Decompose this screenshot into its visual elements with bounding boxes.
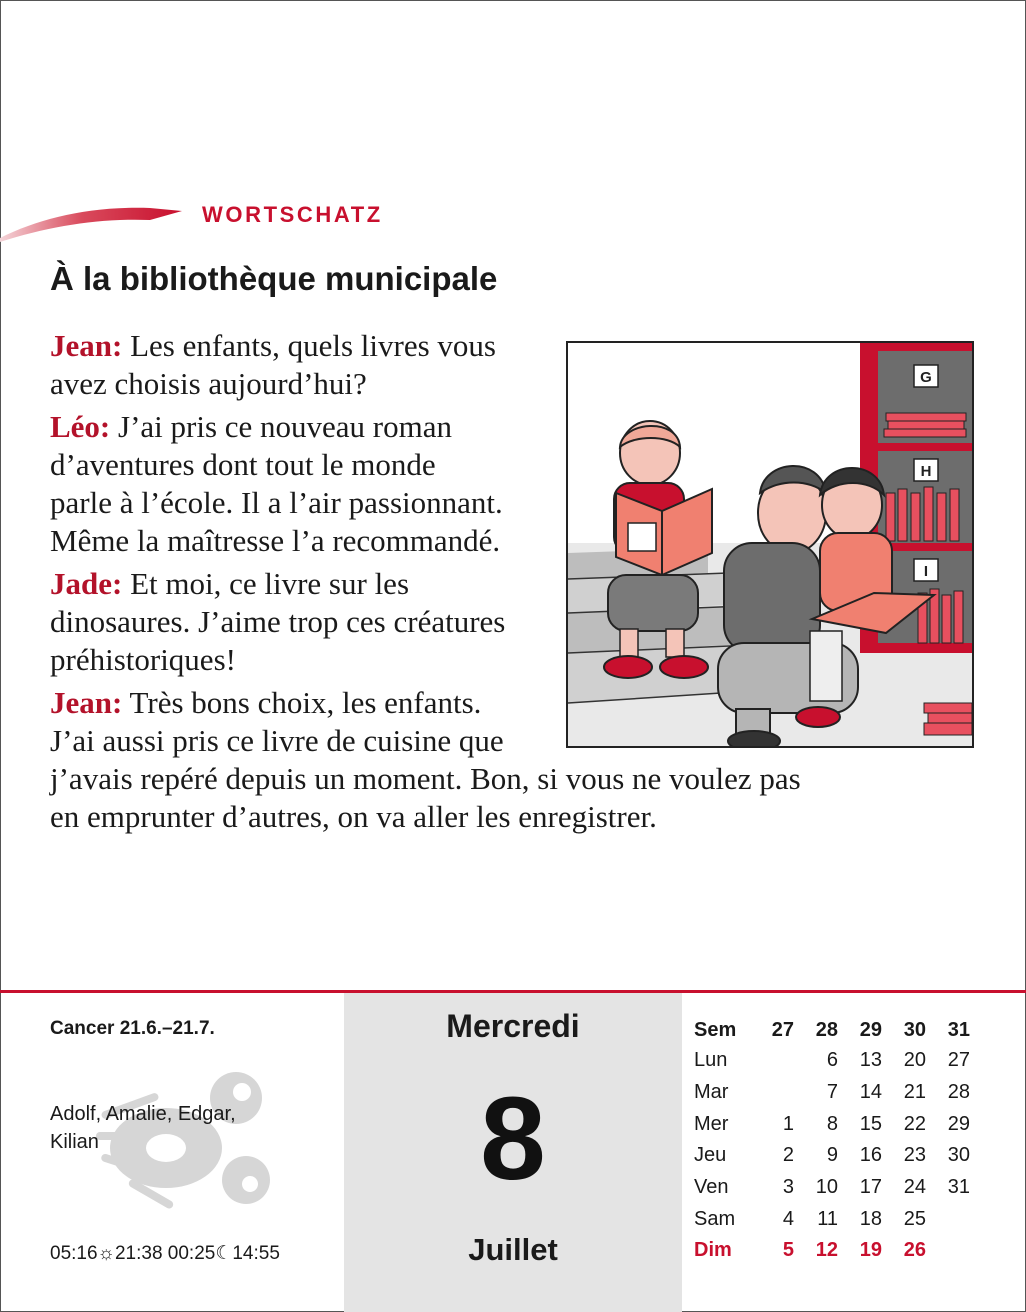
weekday-label: Mar — [694, 1081, 729, 1104]
header-swoosh — [0, 198, 190, 244]
category-label: WORTSCHATZ — [202, 202, 383, 227]
calendar-day: 10 — [815, 1176, 838, 1199]
week-number: 27 — [771, 1018, 794, 1041]
weekday-label: Jeu — [694, 1144, 727, 1167]
calendar-day: 6 — [826, 1049, 838, 1072]
sun-moon-times: 05:16☼21:38 00:25☾14:55 — [50, 1243, 280, 1264]
calendar-day: 24 — [903, 1176, 926, 1199]
calendar-day: 27 — [947, 1049, 970, 1072]
shelf-label-i: I — [923, 563, 929, 580]
speaker-name: Jean: — [50, 328, 123, 363]
calendar-day: 30 — [947, 1144, 970, 1167]
calendar-day: 28 — [947, 1081, 970, 1104]
dialogue-line: préhistoriques! — [50, 642, 236, 677]
calendar-day: 3 — [782, 1176, 794, 1199]
name-days-line: Kilian — [50, 1131, 99, 1153]
calendar-day — [926, 1203, 970, 1235]
calendar-day: 15 — [859, 1112, 882, 1135]
weekday: Mercredi — [446, 1008, 580, 1044]
calendar-row — [694, 1108, 970, 1140]
speaker-name: Jade: — [50, 566, 123, 601]
line-text: Très bons choix, les enfants. — [129, 685, 482, 720]
week-number: 28 — [815, 1018, 838, 1041]
calendar-day: 8 — [826, 1112, 838, 1135]
dialogue-line: d’aventures dont tout le monde — [50, 447, 436, 482]
dialogue-line: J’ai aussi pris ce livre de cuisine que — [50, 723, 504, 758]
calendar-day: 25 — [903, 1207, 926, 1230]
calendar-day: 7 — [826, 1081, 838, 1104]
line-text: Et moi, ce livre sur les — [130, 566, 410, 601]
name-days-line: Adolf, Amalie, Edgar, — [50, 1103, 236, 1125]
weekday-label: Lun — [694, 1049, 728, 1072]
calendar-row — [694, 1203, 970, 1235]
calendar-row — [694, 1045, 970, 1077]
calendar-day — [926, 1235, 970, 1267]
week-number: 31 — [947, 1018, 970, 1041]
shelf-label-g: G — [920, 369, 932, 386]
calendar-day: 17 — [859, 1176, 882, 1199]
library-illustration — [566, 341, 974, 748]
calendar-week-row — [694, 1015, 970, 1045]
dialogue-line: Même la maîtresse l’a recommandé. — [50, 523, 501, 558]
dialogue-line: j’avais repéré depuis un moment. Bon, si vous ne voulez pas — [50, 761, 801, 796]
calendar-day: 29 — [947, 1112, 970, 1135]
shelf-label-h: H — [920, 463, 932, 480]
weekday-label: Ven — [694, 1176, 729, 1199]
line-text: J’ai pris ce nouveau roman — [118, 409, 453, 444]
weekday-label: Sam — [694, 1207, 736, 1230]
calendar-day — [760, 1045, 794, 1077]
calendar-day: 22 — [903, 1112, 926, 1135]
day-number: 8 — [480, 1073, 546, 1205]
dialogue-line: en emprunter d’autres, on va aller les enregistrer. — [50, 799, 657, 834]
calendar-day: 18 — [859, 1207, 882, 1230]
calendar-day: 31 — [947, 1176, 970, 1199]
calendar-row — [694, 1172, 970, 1204]
calendar-day: 20 — [903, 1049, 926, 1072]
calendar-day: 14 — [859, 1081, 882, 1104]
calendar-row-sunday — [694, 1235, 970, 1267]
calendar-day: 1 — [782, 1112, 794, 1135]
calendar-day: 16 — [859, 1144, 882, 1167]
speaker-name: Jean: — [50, 685, 123, 720]
week-header-label: Sem — [694, 1018, 737, 1041]
illustration-art — [568, 343, 972, 746]
weekday-label: Dim — [694, 1239, 732, 1262]
calendar-day: 9 — [826, 1144, 838, 1167]
dialogue-line: parle à l’école. Il a l’air passionnant. — [50, 485, 503, 520]
week-number: 29 — [859, 1018, 882, 1041]
mini-calendar — [694, 1015, 970, 1267]
weekday-label: Mer — [694, 1112, 729, 1135]
calendar-day: 23 — [903, 1144, 926, 1167]
page-title: À la bibliothèque municipale — [50, 260, 498, 297]
line-text: Les enfants, quels livres vous — [130, 328, 496, 363]
calendar-day: 5 — [782, 1239, 794, 1262]
calendar-row — [694, 1077, 970, 1109]
calendar-day — [760, 1077, 794, 1109]
calendar-day: 26 — [903, 1239, 926, 1262]
zodiac-sign: Cancer 21.6.–21.7. — [50, 1018, 215, 1039]
calendar-day: 2 — [782, 1144, 794, 1167]
name-days — [50, 1100, 290, 1156]
dialogue-line: avez choisis aujourd’hui? — [50, 366, 367, 401]
calendar-day: 4 — [782, 1207, 794, 1230]
calendar-day: 13 — [859, 1049, 882, 1072]
week-number: 30 — [903, 1018, 926, 1041]
calendar-day: 19 — [859, 1239, 882, 1262]
calendar-day: 12 — [815, 1239, 838, 1262]
month: Juillet — [468, 1232, 558, 1267]
calendar-row — [694, 1140, 970, 1172]
speaker-name: Léo: — [50, 409, 111, 444]
calendar-day: 21 — [903, 1081, 926, 1104]
calendar-day: 11 — [817, 1207, 838, 1230]
dialogue-line: dinosaures. J’aime trop ces créatures — [50, 604, 506, 639]
